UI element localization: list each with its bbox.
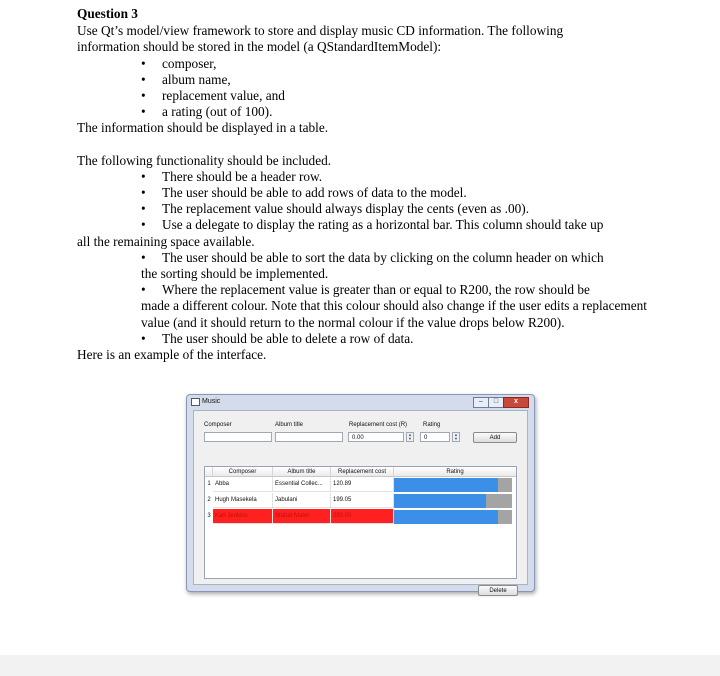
cost-label: Replacement cost (R): [349, 422, 408, 428]
album-label: Album title: [275, 422, 304, 428]
requirement-item: • The user should be able to sort the data by clicking on the column header on which the sorting should be implemented.: [141, 249, 604, 282]
field-item: • composer,: [141, 56, 657, 72]
window-title: Music: [202, 398, 221, 405]
music-table: [204, 466, 517, 579]
requirement-item: • Where the replacement value is greater than or equal to R200, the row should be made a different colour. Note that this colour should also change if the user edits a replacement value (and it should return to the normal colour if the value drops below R200).: [141, 282, 647, 330]
cost-input[interactable]: 0.00: [348, 432, 404, 442]
requirement-item: • The user should be able to delete a row of data.: [141, 330, 414, 346]
header-rating[interactable]: Rating: [394, 467, 516, 477]
maximize-button[interactable]: □: [488, 397, 504, 408]
page-bottom-band: [0, 655, 720, 676]
table-corner: [205, 467, 213, 477]
table-row[interactable]: [205, 477, 516, 492]
music-app-window: [186, 394, 535, 592]
cell-album[interactable]: Stabat Mater: [273, 509, 331, 524]
rating-label: Rating: [423, 422, 441, 428]
row-number[interactable]: 2: [207, 497, 211, 503]
window-app-icon: [191, 398, 200, 406]
rating-bar-fill: [394, 478, 498, 492]
fields-list: [77, 56, 657, 121]
header-album[interactable]: Album title: [273, 467, 331, 477]
window-client-area: [193, 410, 528, 594]
cell-album[interactable]: Jabulani: [273, 493, 331, 508]
delete-button[interactable]: Delete: [478, 585, 518, 596]
rating-spin-arrows[interactable]: ▲ ▼: [452, 432, 460, 442]
question-document: [77, 6, 657, 363]
close-button[interactable]: x: [503, 397, 529, 408]
rating-input[interactable]: 0: [420, 432, 450, 442]
row-number[interactable]: 3: [207, 513, 211, 519]
cell-cost[interactable]: 120.89: [331, 477, 394, 492]
rating-bar-fill: [394, 494, 486, 508]
requirement-item: • There should be a header row.: [141, 168, 323, 184]
header-cost[interactable]: Replacement cost: [331, 467, 394, 477]
minimize-button[interactable]: –: [473, 397, 489, 408]
cell-album[interactable]: Essential Collec...: [273, 477, 331, 492]
functionality-intro: The following functionality should be included.: [77, 152, 332, 168]
row-number[interactable]: 1: [207, 481, 211, 487]
field-item: • a rating (out of 100).: [141, 104, 657, 120]
rating-bar-track[interactable]: [394, 494, 512, 508]
intro-line-1: Use Qt’s model/view framework to store and display music CD information. The following: [77, 23, 564, 39]
example-note: Here is an example of the interface.: [77, 347, 267, 363]
rating-bar-track[interactable]: [394, 510, 512, 524]
album-input[interactable]: [275, 432, 343, 442]
rating-bar-fill: [394, 510, 498, 524]
cost-spin-arrows[interactable]: ▲ ▼: [406, 432, 414, 442]
display-note: The information should be displayed in a table.: [77, 120, 329, 136]
header-composer[interactable]: Composer: [213, 467, 273, 477]
table-row[interactable]: [205, 509, 516, 524]
composer-label: Composer: [204, 422, 232, 428]
cell-composer[interactable]: Hugh Masekela: [213, 493, 273, 508]
field-item: • album name,: [141, 72, 657, 88]
field-item: • replacement value, and: [141, 88, 657, 104]
cell-cost[interactable]: 199.05: [331, 493, 394, 508]
rating-bar-track[interactable]: [394, 478, 512, 492]
requirement-item: • The replacement value should always display the cents (even as .00).: [141, 201, 530, 217]
intro-line-2: information should be stored in the model (a QStandardItemModel):: [77, 39, 442, 55]
add-button[interactable]: Add: [473, 432, 517, 443]
requirements-list: [77, 169, 657, 347]
requirement-item: • Use a delegate to display the rating as a horizontal bar. This column should take up all the remaining space available.: [77, 217, 604, 249]
table-row[interactable]: [205, 493, 516, 508]
window-titlebar[interactable]: [187, 395, 534, 409]
cell-composer[interactable]: Karl Jenkins: [213, 509, 273, 524]
composer-input[interactable]: [204, 432, 272, 442]
requirement-item: • The user should be able to add rows of data to the model.: [141, 185, 467, 201]
cell-composer[interactable]: Abba: [213, 477, 273, 492]
question-title: Question 3: [77, 6, 138, 21]
cell-cost[interactable]: 250.00: [331, 509, 394, 524]
